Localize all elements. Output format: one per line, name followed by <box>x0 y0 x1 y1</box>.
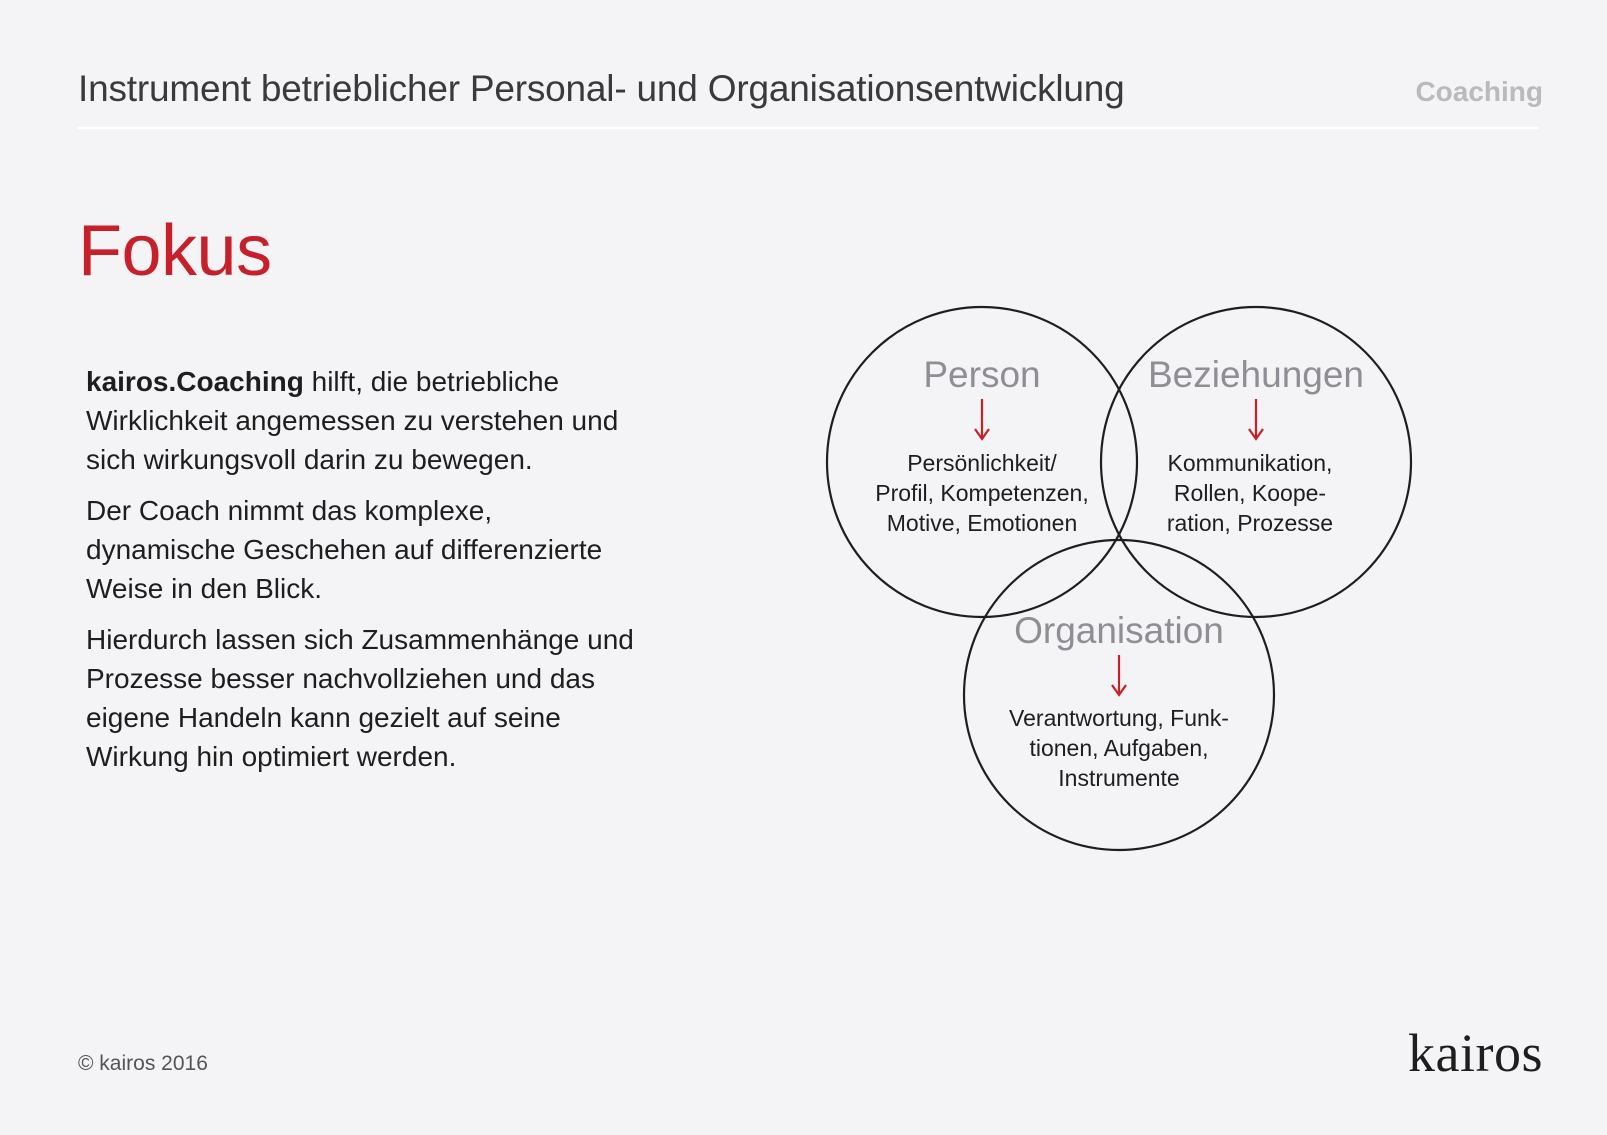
page-title: Fokus <box>78 211 272 291</box>
body-text <box>86 362 646 788</box>
venn-diagram <box>820 305 1420 865</box>
header-divider <box>78 127 1538 129</box>
paragraph-1-text: hilft, die betriebliche Wirklichkeit angemessen zu verstehen und sich wirkungsvoll darin zu bewegen. <box>86 366 619 475</box>
circle-organisation-title: Organisation <box>1014 610 1224 651</box>
header-title: Instrument betrieblicher Personal- und Organisationsentwicklung <box>78 68 1125 109</box>
copyright-notice: © kairos 2016 <box>78 1052 208 1075</box>
brand-name: kairos.Coaching <box>86 366 304 397</box>
circle-person-line-1: Persönlichkeit/ <box>907 450 1057 476</box>
circle-beziehungen-line-1: Kommunikation, <box>1167 450 1333 476</box>
circle-organisation-line-2: tionen, Aufgaben, <box>1029 735 1209 761</box>
circle-beziehungen-line-2: Rollen, Koope- <box>1173 480 1327 506</box>
section-tag: Coaching <box>1415 76 1543 107</box>
circle-beziehungen-line-3: ration, Prozesse <box>1166 510 1334 536</box>
circle-person-line-3: Motive, Emotionen <box>886 510 1078 536</box>
paragraph-1 <box>86 362 646 479</box>
paragraph-2: Der Coach nimmt das komplexe, dynamische Geschehen auf differenzierte Weise in den Blick. <box>86 495 603 604</box>
circle-person-line-2: Profil, Kompetenzen, <box>875 480 1089 506</box>
paragraph-3: Hierdurch lassen sich Zusammenhänge und Prozesse besser nachvollziehen und das eigene Handeln kann gezielt auf seine Wirkung hin optimiert werden. <box>86 624 634 772</box>
kairos-logo: kairos <box>1408 1023 1543 1083</box>
circle-organisation-line-1: Verantwortung, Funk- <box>1009 705 1229 731</box>
circle-person-title: Person <box>923 354 1041 395</box>
circle-organisation-line-3: Instrumente <box>1058 765 1180 791</box>
circle-beziehungen-title: Beziehungen <box>1147 354 1365 395</box>
